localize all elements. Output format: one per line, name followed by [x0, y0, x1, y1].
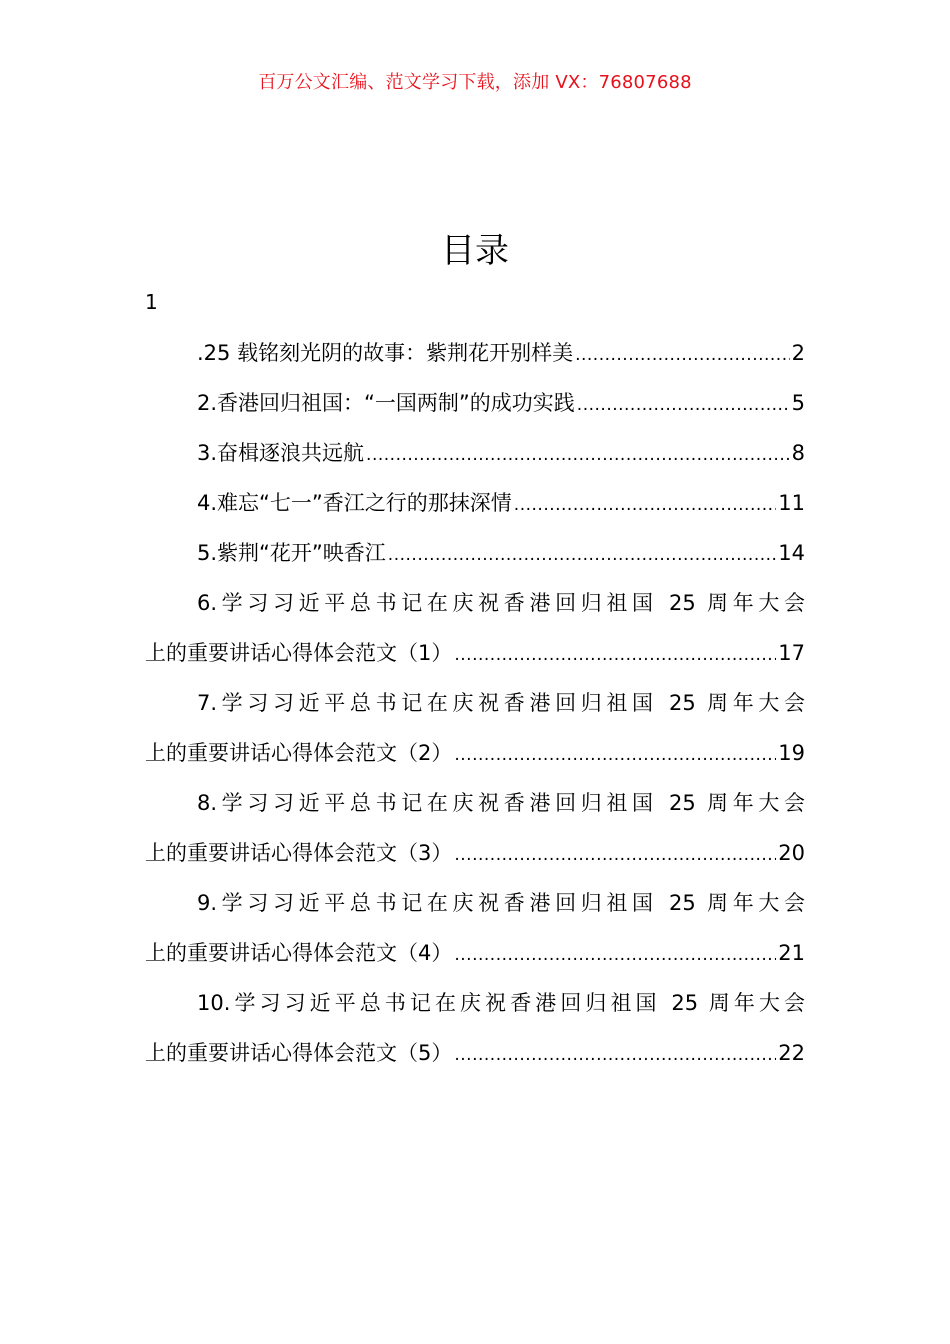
dot-leader: [454, 930, 776, 980]
toc-entry-page: 8: [791, 441, 805, 465]
toc-entry[interactable]: [145, 478, 805, 528]
toc-entry-page: 11: [778, 491, 805, 515]
dot-leader: [577, 380, 790, 430]
toc-entry-page: 20: [778, 841, 805, 865]
toc-entry-page: 5: [791, 391, 805, 415]
toc-entry-page: 2: [791, 341, 805, 365]
toc-entry[interactable]: [145, 528, 805, 578]
toc-entry[interactable]: [145, 578, 805, 678]
toc-entry[interactable]: [145, 328, 805, 378]
dot-leader: [575, 330, 790, 380]
dot-leader: [366, 430, 790, 480]
dot-leader: [454, 730, 776, 780]
toc-entry-title-cont: 上的重要讲话心得体会范文（4）: [145, 941, 453, 965]
dot-leader: [388, 530, 776, 580]
toc-entry-title: 4.难忘“七一”香江之行的那抹深情: [197, 491, 512, 515]
page-title: 目录: [441, 231, 509, 271]
toc-entry-title-cont: 上的重要讲话心得体会范文（2）: [145, 741, 453, 765]
toc-entry-title-cont: 上的重要讲话心得体会范文（1）: [145, 641, 453, 665]
toc-entry[interactable]: [145, 378, 805, 428]
toc-entry[interactable]: [145, 778, 805, 878]
toc-entry[interactable]: [145, 978, 805, 1078]
stray-number: 1: [145, 290, 158, 314]
toc-entry-title-cont: 上的重要讲话心得体会范文（5）: [145, 1041, 453, 1065]
toc-entry[interactable]: [145, 878, 805, 978]
toc-entry-title: .25 载铭刻光阴的故事：紫荆花开别样美: [197, 341, 574, 365]
dot-leader: [454, 830, 776, 880]
dot-leader: [514, 480, 776, 530]
header-note: 百万公文汇编、范文学习下载，添加 VX：76807688: [258, 72, 692, 93]
toc-entry-title: 10.学习习近平总书记在庆祝香港回归祖国 25 周年大会: [197, 991, 805, 1015]
toc-entry-title: 3.奋楫逐浪共远航: [197, 441, 365, 465]
toc-entry[interactable]: [145, 428, 805, 478]
toc-entry-title: 2.香港回归祖国：“一国两制”的成功实践: [197, 391, 575, 415]
toc-entry[interactable]: [145, 678, 805, 778]
toc-entry-page: 14: [778, 541, 805, 565]
toc-entry-page: 19: [778, 741, 805, 765]
toc-entry-page: 21: [778, 941, 805, 965]
dot-leader: [454, 630, 776, 680]
toc-entry-title: 6.学习习近平总书记在庆祝香港回归祖国 25 周年大会: [197, 591, 805, 615]
toc-list: [145, 328, 805, 1078]
toc-entry-title: 9.学习习近平总书记在庆祝香港回归祖国 25 周年大会: [197, 891, 805, 915]
toc-entry-title-cont: 上的重要讲话心得体会范文（3）: [145, 841, 453, 865]
toc-entry-title: 8.学习习近平总书记在庆祝香港回归祖国 25 周年大会: [197, 791, 805, 815]
toc-entry-title: 5.紫荆“花开”映香江: [197, 541, 386, 565]
toc-entry-title: 7.学习习近平总书记在庆祝香港回归祖国 25 周年大会: [197, 691, 805, 715]
dot-leader: [454, 1030, 776, 1080]
toc-entry-page: 17: [778, 641, 805, 665]
toc-entry-page: 22: [778, 1041, 805, 1065]
